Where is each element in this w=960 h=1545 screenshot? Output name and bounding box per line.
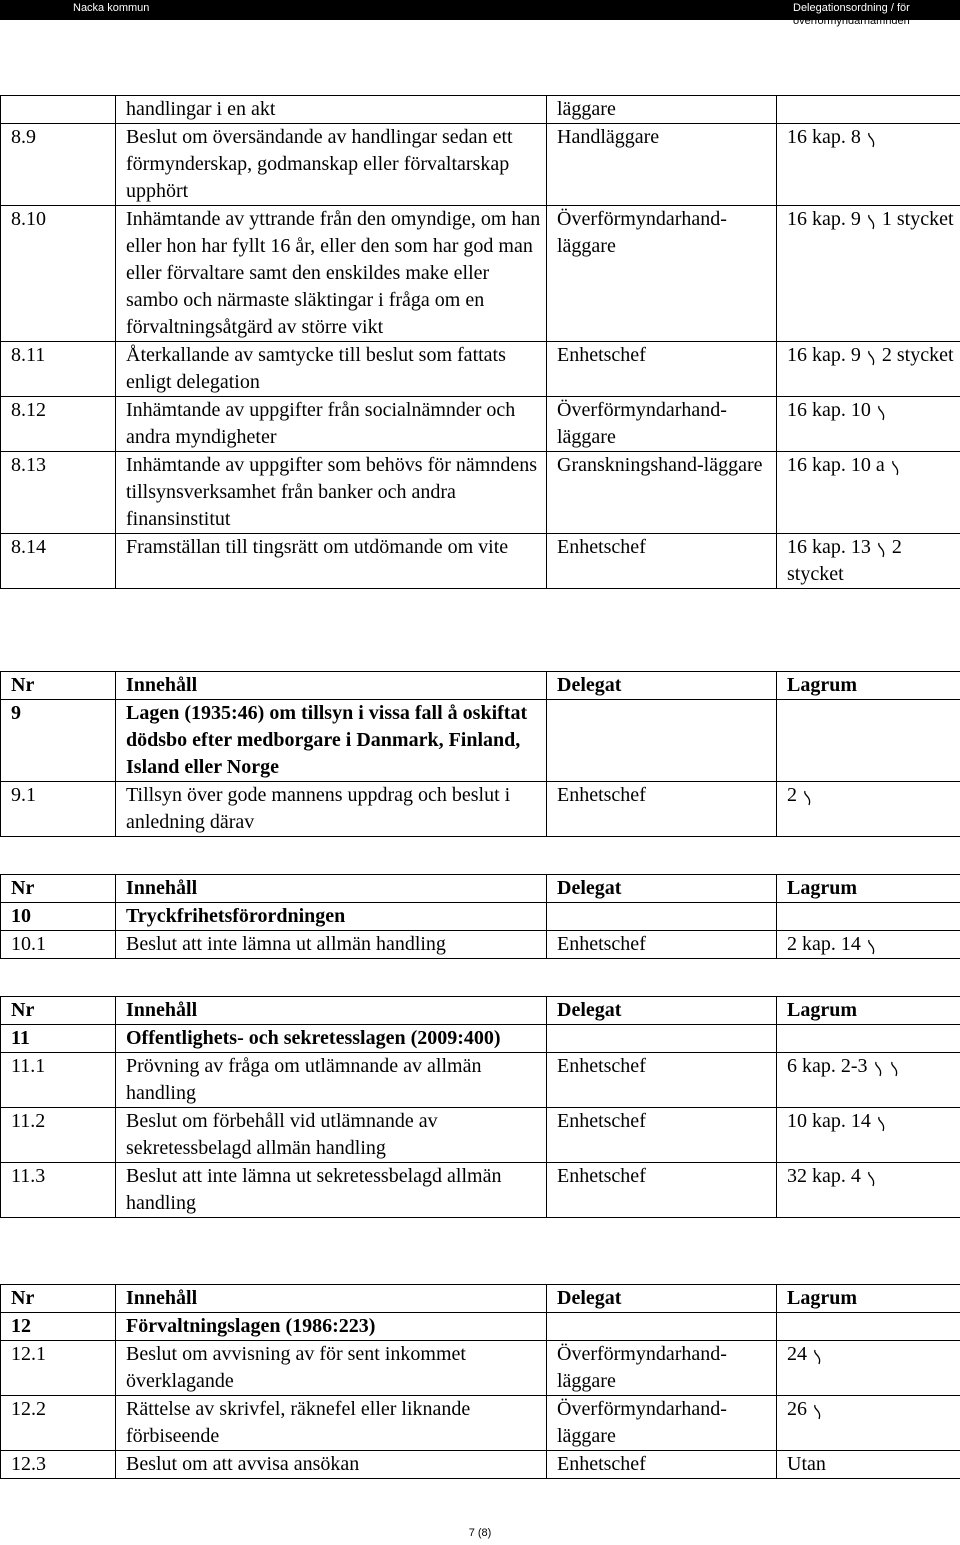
nr-cell: 8.12 <box>1 397 116 452</box>
table-section <box>0 671 960 837</box>
lagrum-cell <box>777 1163 960 1218</box>
section-title-row <box>1 1313 960 1341</box>
lagrum-paragraph: 1 stycket <box>876 208 954 230</box>
lagrum-cell <box>777 1053 960 1108</box>
table-section <box>0 1284 960 1479</box>
section-number: 10 <box>1 903 116 931</box>
lagrum-cell <box>777 452 960 534</box>
table-top <box>0 95 960 589</box>
column-header-delegat: Delegat <box>547 672 777 700</box>
delegat-cell: läggare <box>547 96 777 124</box>
lagrum-cell <box>777 931 960 959</box>
header-document-title-line1: Delegationsordning / för <box>793 2 910 14</box>
section-sign-icon <box>867 350 877 364</box>
content-cell: Beslut om att avvisa ansökan <box>116 1451 547 1479</box>
column-header-lagrum: Lagrum <box>777 1285 960 1313</box>
column-header-content: Innehåll <box>116 997 547 1025</box>
delegat-cell: Enhetschef <box>547 1053 777 1108</box>
empty-cell <box>777 903 960 931</box>
nr-cell: 11.2 <box>1 1108 116 1163</box>
header-row <box>1 1285 960 1313</box>
lagrum-text: 10 kap. 14 <box>787 1110 871 1132</box>
content-cell: Inhämtande av yttrande från den omyndige, om han eller hon har fyllt 16 år, eller den som har god man eller förvaltare samt den enskildes make eller sambo och närmaste släktingar i fråga om en förvaltningsåtgärd av större vikt <box>116 206 547 342</box>
delegat-cell: Enhetschef <box>547 1108 777 1163</box>
content-cell: Återkallande av samtycke till beslut som fattats enligt delegation <box>116 342 547 397</box>
lagrum-text: 32 kap. 4 <box>787 1165 861 1187</box>
section-sign-icon <box>813 1404 823 1418</box>
header-row <box>1 997 960 1025</box>
table-row <box>1 124 960 206</box>
section-title-row <box>1 700 960 782</box>
table-row <box>1 397 960 452</box>
section-sign-icon <box>891 460 901 474</box>
section-sign-icon <box>813 1349 823 1363</box>
nr-cell: 8.13 <box>1 452 116 534</box>
lagrum-paragraph: 2 stycket <box>787 536 902 585</box>
nr-cell: 11.1 <box>1 1053 116 1108</box>
empty-cell <box>547 1025 777 1053</box>
section-sign-icon <box>877 405 887 419</box>
table-row <box>1 782 960 837</box>
delegat-cell: Enhetschef <box>547 1451 777 1479</box>
section-title: Tryckfrihetsförordningen <box>116 903 547 931</box>
table-section <box>0 996 960 1218</box>
section-number: 9 <box>1 700 116 782</box>
lagrum-cell <box>777 1451 960 1479</box>
lagrum-cell <box>777 206 960 342</box>
content-cell: Beslut om förbehåll vid utlämnande av sekretessbelagd allmän handling <box>116 1108 547 1163</box>
content-cell: Beslut om översändande av handlingar sedan ett förmynderskap, godmanskap eller förvaltarskap upphört <box>116 124 547 206</box>
content-cell: Inhämtande av uppgifter från socialnämnder och andra myndigheter <box>116 397 547 452</box>
content-cell: Rättelse av skrivfel, räknefel eller liknande förbiseende <box>116 1396 547 1451</box>
section-title-row <box>1 1025 960 1053</box>
section-title: Lagen (1935:46) om tillsyn i vissa fall å oskiftat dödsbo efter medborgare i Danmark, Finland, Island eller Norge <box>116 700 547 782</box>
delegat-cell: Enhetschef <box>547 782 777 837</box>
section-sign-icon <box>867 939 877 953</box>
lagrum-text: 16 kap. 8 <box>787 126 861 148</box>
content-cell: Tillsyn över gode mannens uppdrag och beslut i anledning därav <box>116 782 547 837</box>
header-row <box>1 672 960 700</box>
nr-cell: 8.14 <box>1 534 116 589</box>
column-header-nr: Nr <box>1 875 116 903</box>
header-organisation: Nacka kommun <box>73 2 150 14</box>
lagrum-cell <box>777 782 960 837</box>
content-cell: Beslut om avvisning av för sent inkommet överklagande <box>116 1341 547 1396</box>
empty-cell <box>547 903 777 931</box>
section-number: 11 <box>1 1025 116 1053</box>
section-title: Offentlighets- och sekretesslagen (2009:400) <box>116 1025 547 1053</box>
delegat-cell: Enhetschef <box>547 1163 777 1218</box>
table-row <box>1 1163 960 1218</box>
delegat-cell: Överförmyndarhand-läggare <box>547 206 777 342</box>
table-row <box>1 1053 960 1108</box>
nr-cell <box>1 96 116 124</box>
lagrum-text: 26 <box>787 1398 807 1420</box>
section-title-row <box>1 903 960 931</box>
content-cell: Inhämtande av uppgifter som behövs för nämndens tillsynsverksamhet från banker och andra finansinstitut <box>116 452 547 534</box>
column-header-lagrum: Lagrum <box>777 672 960 700</box>
content-cell: Beslut att inte lämna ut sekretessbelagd allmän handling <box>116 1163 547 1218</box>
delegat-cell: Överförmyndarhand-läggare <box>547 1396 777 1451</box>
column-header-lagrum: Lagrum <box>777 875 960 903</box>
nr-cell: 8.9 <box>1 124 116 206</box>
lagrum-cell <box>777 124 960 206</box>
column-header-delegat: Delegat <box>547 875 777 903</box>
nr-cell: 10.1 <box>1 931 116 959</box>
lagrum-cell <box>777 342 960 397</box>
lagrum-cell <box>777 1396 960 1451</box>
empty-cell <box>547 700 777 782</box>
table-row <box>1 1108 960 1163</box>
lagrum-text: 16 kap. 10 a <box>787 454 885 476</box>
column-header-content: Innehåll <box>116 1285 547 1313</box>
section-sign-icon <box>867 1171 877 1185</box>
empty-cell <box>777 700 960 782</box>
empty-cell <box>777 1313 960 1341</box>
table-row <box>1 342 960 397</box>
column-header-lagrum: Lagrum <box>777 997 960 1025</box>
lagrum-text: 24 <box>787 1343 807 1365</box>
lagrum-paragraph: 2 stycket <box>876 344 954 366</box>
delegation-table-8 <box>0 95 960 589</box>
lagrum-cell <box>777 1108 960 1163</box>
column-header-delegat: Delegat <box>547 1285 777 1313</box>
delegat-cell: Enhetschef <box>547 342 777 397</box>
section-sign-icon <box>874 1061 884 1075</box>
empty-cell <box>777 1025 960 1053</box>
table-section <box>0 874 960 959</box>
lagrum-cell <box>777 96 960 124</box>
table-row <box>1 206 960 342</box>
section-title: Förvaltningslagen (1986:223) <box>116 1313 547 1341</box>
empty-cell <box>547 1313 777 1341</box>
section-sign-icon <box>890 1061 900 1075</box>
page-number: 7 (8) <box>468 1527 492 1539</box>
column-header-nr: Nr <box>1 997 116 1025</box>
column-header-nr: Nr <box>1 672 116 700</box>
column-header-content: Innehåll <box>116 875 547 903</box>
lagrum-text: 16 kap. 9 <box>787 344 861 366</box>
section-sign-icon <box>867 214 877 228</box>
table-row <box>1 534 960 589</box>
delegation-table-12 <box>0 1284 960 1479</box>
nr-cell: 9.1 <box>1 782 116 837</box>
section-sign-icon <box>877 542 887 556</box>
delegation-table-11 <box>0 996 960 1218</box>
delegation-table-9 <box>0 671 960 837</box>
lagrum-text: 16 kap. 13 <box>787 536 871 558</box>
delegat-cell: Enhetschef <box>547 931 777 959</box>
content-cell: Framställan till tingsrätt om utdömande om vite <box>116 534 547 589</box>
delegat-cell: Överförmyndarhand-läggare <box>547 1341 777 1396</box>
nr-cell: 8.10 <box>1 206 116 342</box>
table-row <box>1 1341 960 1396</box>
content-cell: Prövning av fråga om utlämnande av allmän handling <box>116 1053 547 1108</box>
section-sign-icon <box>803 790 813 804</box>
section-sign-icon <box>877 1116 887 1130</box>
table-row <box>1 96 960 124</box>
delegat-cell: Enhetschef <box>547 534 777 589</box>
lagrum-text: Utan <box>787 1453 826 1475</box>
header-row <box>1 875 960 903</box>
column-header-delegat: Delegat <box>547 997 777 1025</box>
lagrum-text: 16 kap. 10 <box>787 399 871 421</box>
nr-cell: 12.3 <box>1 1451 116 1479</box>
nr-cell: 12.2 <box>1 1396 116 1451</box>
delegat-cell: Överförmyndarhand-läggare <box>547 397 777 452</box>
table-row <box>1 931 960 959</box>
nr-cell: 11.3 <box>1 1163 116 1218</box>
nr-cell: 12.1 <box>1 1341 116 1396</box>
delegat-cell: Granskningshand-läggare <box>547 452 777 534</box>
delegation-table-10 <box>0 874 960 959</box>
column-header-content: Innehåll <box>116 672 547 700</box>
lagrum-text: 2 <box>787 784 797 806</box>
nr-cell: 8.11 <box>1 342 116 397</box>
lagrum-cell <box>777 397 960 452</box>
section-sign-icon <box>867 132 877 146</box>
content-cell: Beslut att inte lämna ut allmän handling <box>116 931 547 959</box>
header-document-title-line2: överförmyndarnämnden <box>793 15 910 27</box>
column-header-nr: Nr <box>1 1285 116 1313</box>
lagrum-text: 2 kap. 14 <box>787 933 861 955</box>
table-row <box>1 1396 960 1451</box>
section-number: 12 <box>1 1313 116 1341</box>
lagrum-cell <box>777 534 960 589</box>
lagrum-text: 16 kap. 9 <box>787 208 861 230</box>
table-row <box>1 1451 960 1479</box>
table-row <box>1 452 960 534</box>
lagrum-text: 6 kap. 2-3 <box>787 1055 868 1077</box>
delegat-cell: Handläggare <box>547 124 777 206</box>
content-cell: handlingar i en akt <box>116 96 547 124</box>
lagrum-cell <box>777 1341 960 1396</box>
